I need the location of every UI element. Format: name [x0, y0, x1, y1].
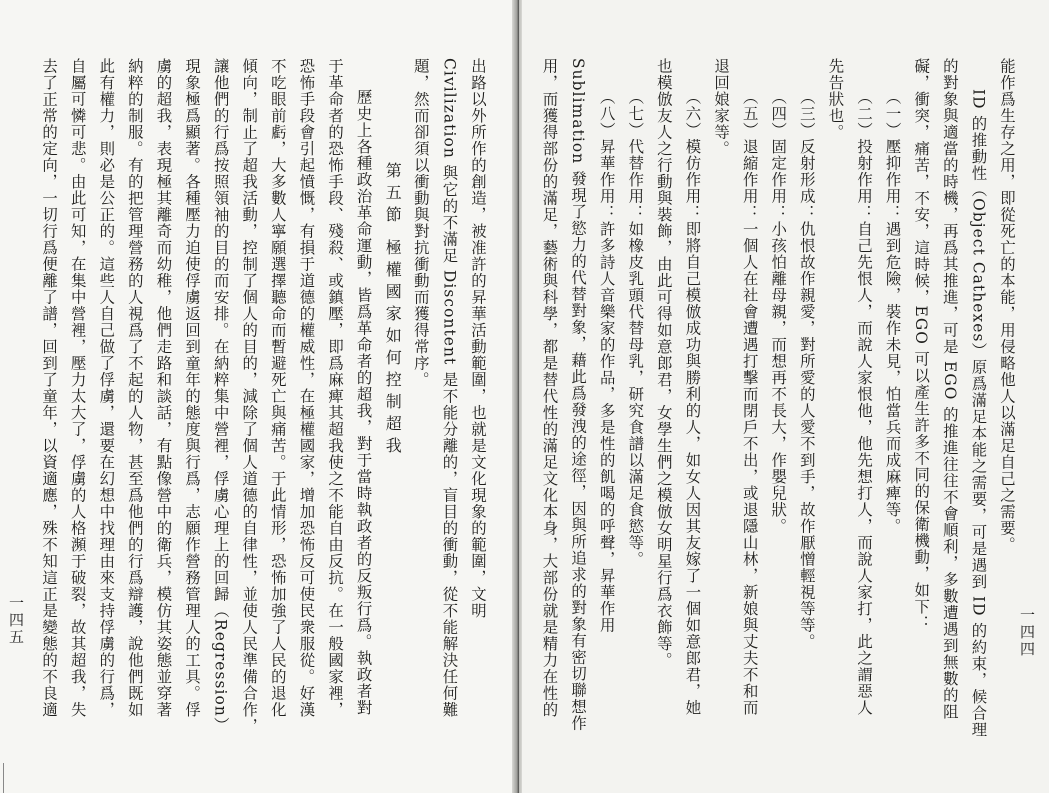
list-item: （一）壓抑作用：遇到危險，裝作未見，怕當兵而成麻痺等。 — [883, 88, 902, 535]
list-item: （五）退縮作用：一個人在社會遭遇打擊而閉戶不出，或退隱山林，新娘與丈夫不和而 — [740, 88, 759, 716]
left-page — [0, 0, 515, 793]
text-line: 歷史上各種政治革命運動，皆爲革命者的超我，對于當時執政者的反叛行爲。執政者對 — [354, 88, 373, 716]
text-line: 自屬可憐可悲。由此可知，在集中營裡，壓力太大了，俘虜的人格瀕于破裂，故其超我，失 — [68, 58, 87, 718]
text-line: 去了正常的定向，一切行爲便離了譜，回到了童年，以資適應，殊不知這正是變態的不良適 — [40, 58, 59, 718]
list-item: （六）模仿作用：即將自己模倣成功與勝利的人，如女人因其友嫁了一個如意郎君，她 — [683, 88, 702, 716]
text-line: 于革命者的恐怖手段、殘殺、或鎮壓，即爲麻痺其超我使之不能自由反抗。在一般國家裡， — [326, 58, 345, 718]
text-line: Sublimation 發現了慾力的代替對象，藉此爲發洩的途徑，因與所追求的對象有密切聯想作 — [569, 58, 588, 732]
text-line: 此有權力，則必是公正的。這些人自己做了俘虜，還要在幻想中找理由來支持俘虜的行爲， — [97, 58, 116, 718]
text-line: 虜的超我，表現極其離奇而幼稚，他們走路和談話，有點像營中的衛兵，模仿其姿態並穿著 — [154, 58, 173, 718]
text-line: 礙，衝突，痛苦，不安，這時候，EGO 可以產生許多不同的保衛機動，如下： — [912, 58, 931, 632]
text-line: 納粹的制服。有的把管理營務的人視爲了不起的人物，甚至爲他們的行爲辯護，說他們既如 — [125, 58, 144, 718]
text-line: 退回娘家等。 — [712, 58, 731, 157]
page-edge-mark — [3, 763, 4, 793]
text-line: 不吃眼前虧，大多數人寧願選擇聽命而暫避死亡與痛苦。于此情形，恐怖加強了人民的退化 — [268, 58, 287, 718]
text-line: 先告狀也。 — [826, 58, 845, 141]
list-item: （二）投射作用：自己先恨人，而說人家恨他，他先想打人，而說人家打，此之謂惡人 — [855, 88, 874, 716]
text-line: 的對象與適當的時機，再爲其推進，可是 EGO 的推進往往不會順利，多數遭遇到無數的阻 — [940, 58, 959, 720]
text-line: ID 的推動性（Object Cathexes）原爲滿足本能之需要，可是遇到 ID 的約束，候合理 — [969, 88, 988, 738]
list-item: （三）反射形成：仇恨故作親愛，對所愛的人愛不到手，故作厭憎輕視等等。 — [797, 88, 816, 650]
text-line: 也模倣友人之行動與裝飾，由此可得如意郎君，女學生們之模倣女明星行爲衣飾等。 — [654, 58, 673, 669]
text-line: 恐怖手段會引起憤慨，有損于道德的權威性，在極權國家，增加恐怖反可使民衆服從。好漢 — [297, 58, 316, 718]
page-number: 一四五 — [7, 595, 25, 646]
text-line: 讓他們的行爲按照領袖的目的而安排。在納粹集中營裡，俘虜心理上的回歸（Regression） — [211, 58, 230, 734]
text-line: Civilization 與它的不滿足 Discontent 是不能分離的，盲目的衝動，從不能解決任何難 — [440, 58, 459, 718]
list-item: （四）固定作用：小孩怕離母親，而想再不長大，作嬰兒狀。 — [769, 88, 788, 535]
right-page-text — [540, 58, 1021, 758]
page-number: 一四四 — [1018, 607, 1036, 658]
section-heading: 第五節 極權國家如何控制超我 — [383, 162, 403, 460]
list-item: （七）代替作用：如橡皮乳頭代替母乳，研究食譜以滿足食慾等。 — [626, 88, 645, 568]
text-line: 出路以外所作的創造，被准許的昇華活動範圍，也就是文化現象的範圍，文明 — [469, 58, 487, 619]
right-page — [522, 0, 1049, 793]
list-item: （八）昇華作用：許多詩人音樂家的作品，多是性的飢喝的呼聲，昇華作用 — [597, 88, 616, 634]
left-page-text — [24, 58, 492, 758]
text-line: 傾向，制止了超我活動，控制了個人的目的，減除了個人道德的自律性，並使人民準備合作， — [240, 58, 259, 735]
text-line: 能作爲生存之用，即從死亡的本能，用侵略他人以滿足自己之需要。 — [998, 58, 1016, 553]
text-line: 題，然而卻須以衝動與對抗衝動而獲得常序。 — [411, 58, 430, 388]
text-line: 現象極爲顯著。各種壓力迫使俘虜返回到童年的態度與行爲，志願作營務管理人的工具。俘 — [183, 58, 202, 718]
text-line: 用，而獲得部份的滿足，藝術與科學，都是替代性的滿足文化本身，大部份就是精力在性的 — [540, 58, 559, 718]
